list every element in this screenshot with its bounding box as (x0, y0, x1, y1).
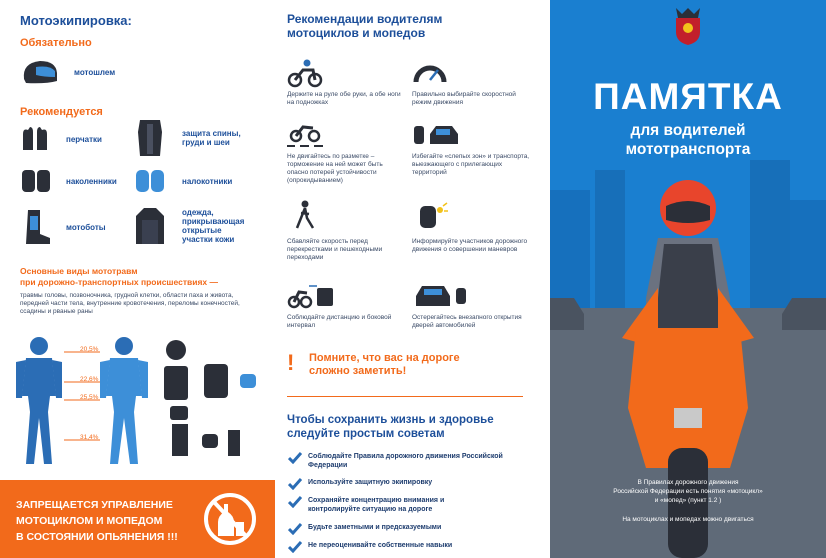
pedestrian-icon (287, 200, 323, 230)
cover-subtitle (550, 121, 826, 159)
helmet-icon (20, 57, 60, 87)
boots-icon (20, 208, 52, 246)
footer-line: На мотоциклах и мопедах можно двигаться (622, 516, 754, 523)
advice-item (288, 523, 441, 535)
banner-line: ЗАПРЕЩАЕТСЯ УПРАВЛЕНИЕ (16, 499, 173, 511)
jacket-icon (134, 206, 166, 246)
title-line: Рекомендации водителям (287, 12, 443, 26)
injury-text: травмы головы, позвоночника, грудной клетки, области паха и живота, передней части тела, внутренние кровотечения, переломы конечностей, ссадины и рваные раны (20, 292, 240, 315)
injury-percent: 25,5% (80, 394, 99, 401)
gear-label: мотоботы (66, 222, 106, 232)
required-heading: Обязательно (20, 37, 92, 49)
checkmark-icon (288, 496, 302, 508)
injury-heading (20, 266, 218, 288)
tip-text: Остерегайтесь внезапного открытия дверей автомобилей (412, 314, 522, 329)
gear-label: наколенники (66, 176, 117, 186)
checkmark-icon (288, 478, 302, 490)
gear-item (134, 206, 252, 246)
advice-item (288, 452, 508, 470)
tip-item (287, 200, 405, 262)
injury-percent: 31,4% (80, 434, 99, 441)
cover-footer (550, 478, 826, 524)
advice-line: Чтобы сохранить жизнь и здоровье (287, 414, 494, 426)
tip-text: Соблюдайте дистанцию и боковой интервал (287, 314, 392, 329)
tip-item (287, 280, 405, 330)
tip-item (287, 118, 405, 185)
tip-item (412, 280, 532, 330)
police-emblem-icon (670, 4, 706, 46)
tip-text: Не двигайтесь по разметке – торможение на ней может быть опасно потерей устойчивости (опрокидыванием) (287, 153, 383, 184)
gear-item (20, 208, 106, 246)
helmet-row (20, 57, 115, 87)
gear-item (20, 166, 117, 196)
helmet-label: мотошлем (74, 67, 116, 77)
road-marking-icon (287, 118, 323, 148)
advice-text: Используйте защитную экипировку (308, 479, 433, 486)
rider-icon (287, 58, 323, 88)
title-line: мотоциклов и мопедов (287, 26, 426, 40)
checkmark-icon (288, 541, 302, 553)
advice-item (288, 496, 478, 514)
rider-body-illustration (14, 336, 164, 466)
advice-item (288, 541, 452, 553)
injury-heading-line: Основные виды мототравм (20, 266, 138, 276)
no-drunk-driving-banner (0, 480, 275, 558)
advice-text: Не переоценивайте собственные навыки (308, 542, 453, 549)
divider (287, 396, 523, 397)
subtitle-line: мототранспорта (625, 141, 751, 158)
banner-line: В СОСТОЯНИИ ОПЬЯНЕНИЯ !!! (16, 531, 178, 543)
recommendations-title (287, 12, 442, 40)
checkmark-icon (288, 523, 302, 535)
warning-block (287, 352, 460, 378)
warning-line: сложно заметить! (309, 365, 407, 377)
footer-line: В Правилах дорожного движения (637, 479, 739, 486)
exclamation-icon: ! (287, 350, 295, 375)
injury-percent: 20,5% (80, 346, 99, 353)
gear-label: перчатки (66, 134, 102, 144)
checkmark-icon (288, 452, 302, 464)
tip-text: Держите на руле обе руки, а обе ноги на подножках (287, 91, 401, 106)
gear-item (134, 166, 232, 196)
tip-text: Правильно выбирайте скоростной режим движения (412, 91, 516, 106)
turn-signal-icon (412, 200, 448, 230)
tip-item (412, 58, 532, 107)
cover-panel (550, 0, 826, 558)
speedometer-icon (412, 58, 448, 88)
advice-item (288, 478, 432, 490)
gear-item (134, 118, 252, 158)
advice-line: следуйте простым советам (287, 428, 445, 440)
knee-pads-icon (20, 166, 52, 196)
gear-set-illustration (162, 338, 272, 458)
advice-heading (287, 413, 494, 441)
tip-item (287, 58, 402, 107)
footer-line: Российской Федерации есть понятия «мотоцикл» (613, 488, 763, 495)
gear-label: одежда, прикрывающая открытые участки кожи (182, 208, 245, 244)
tip-item (412, 120, 532, 177)
tip-text: Сбавляйте скорость перед перекрестками и пешеходными переходами (287, 238, 383, 261)
tip-text: Избегайте «слепых зон» и транспорта, выезжающего с прилегающих территорий (412, 153, 530, 176)
injury-percent: 22,6% (80, 376, 99, 383)
blind-spot-icon (412, 120, 460, 150)
banner-line: МОТОЦИКЛОМ И МОПЕДОМ (16, 515, 163, 527)
injury-heading-line: при дорожно-транспортных происшествиях — (20, 277, 219, 287)
back-protector-icon (134, 118, 166, 158)
gear-label: защита спины, груди и шеи (182, 129, 241, 147)
equipment-title: Мотоэкипировка: (20, 13, 132, 28)
advice-text: Будьте заметными и предсказуемыми (308, 524, 442, 531)
advice-text: Сохраняйте концентрацию внимания и контролируйте ситуацию на дороге (308, 497, 445, 513)
gear-item (20, 124, 126, 154)
warning-line: Помните, что вас на дороге (309, 352, 460, 364)
tip-text: Информируйте участников дорожного движения о совершении маневров (412, 238, 528, 253)
gear-label: налокотники (182, 176, 233, 186)
cover-title: ПАМЯТКА (593, 76, 783, 117)
advice-text: Соблюдайте Правила дорожного движения Российской Федерации (308, 453, 503, 469)
gloves-icon (20, 124, 52, 154)
subtitle-line: для водителей (630, 122, 746, 139)
elbow-pads-icon (134, 166, 166, 196)
tip-item (412, 200, 532, 254)
banner-text (16, 497, 178, 545)
recommended-heading: Рекомендуется (20, 106, 103, 118)
distance-icon (287, 280, 335, 310)
warning-text (309, 352, 460, 378)
footer-line: и «мопед» (пункт 1.2 ) (654, 497, 722, 504)
car-door-icon (412, 280, 472, 310)
no-alcohol-icon (202, 490, 258, 548)
equipment-panel (0, 0, 275, 558)
